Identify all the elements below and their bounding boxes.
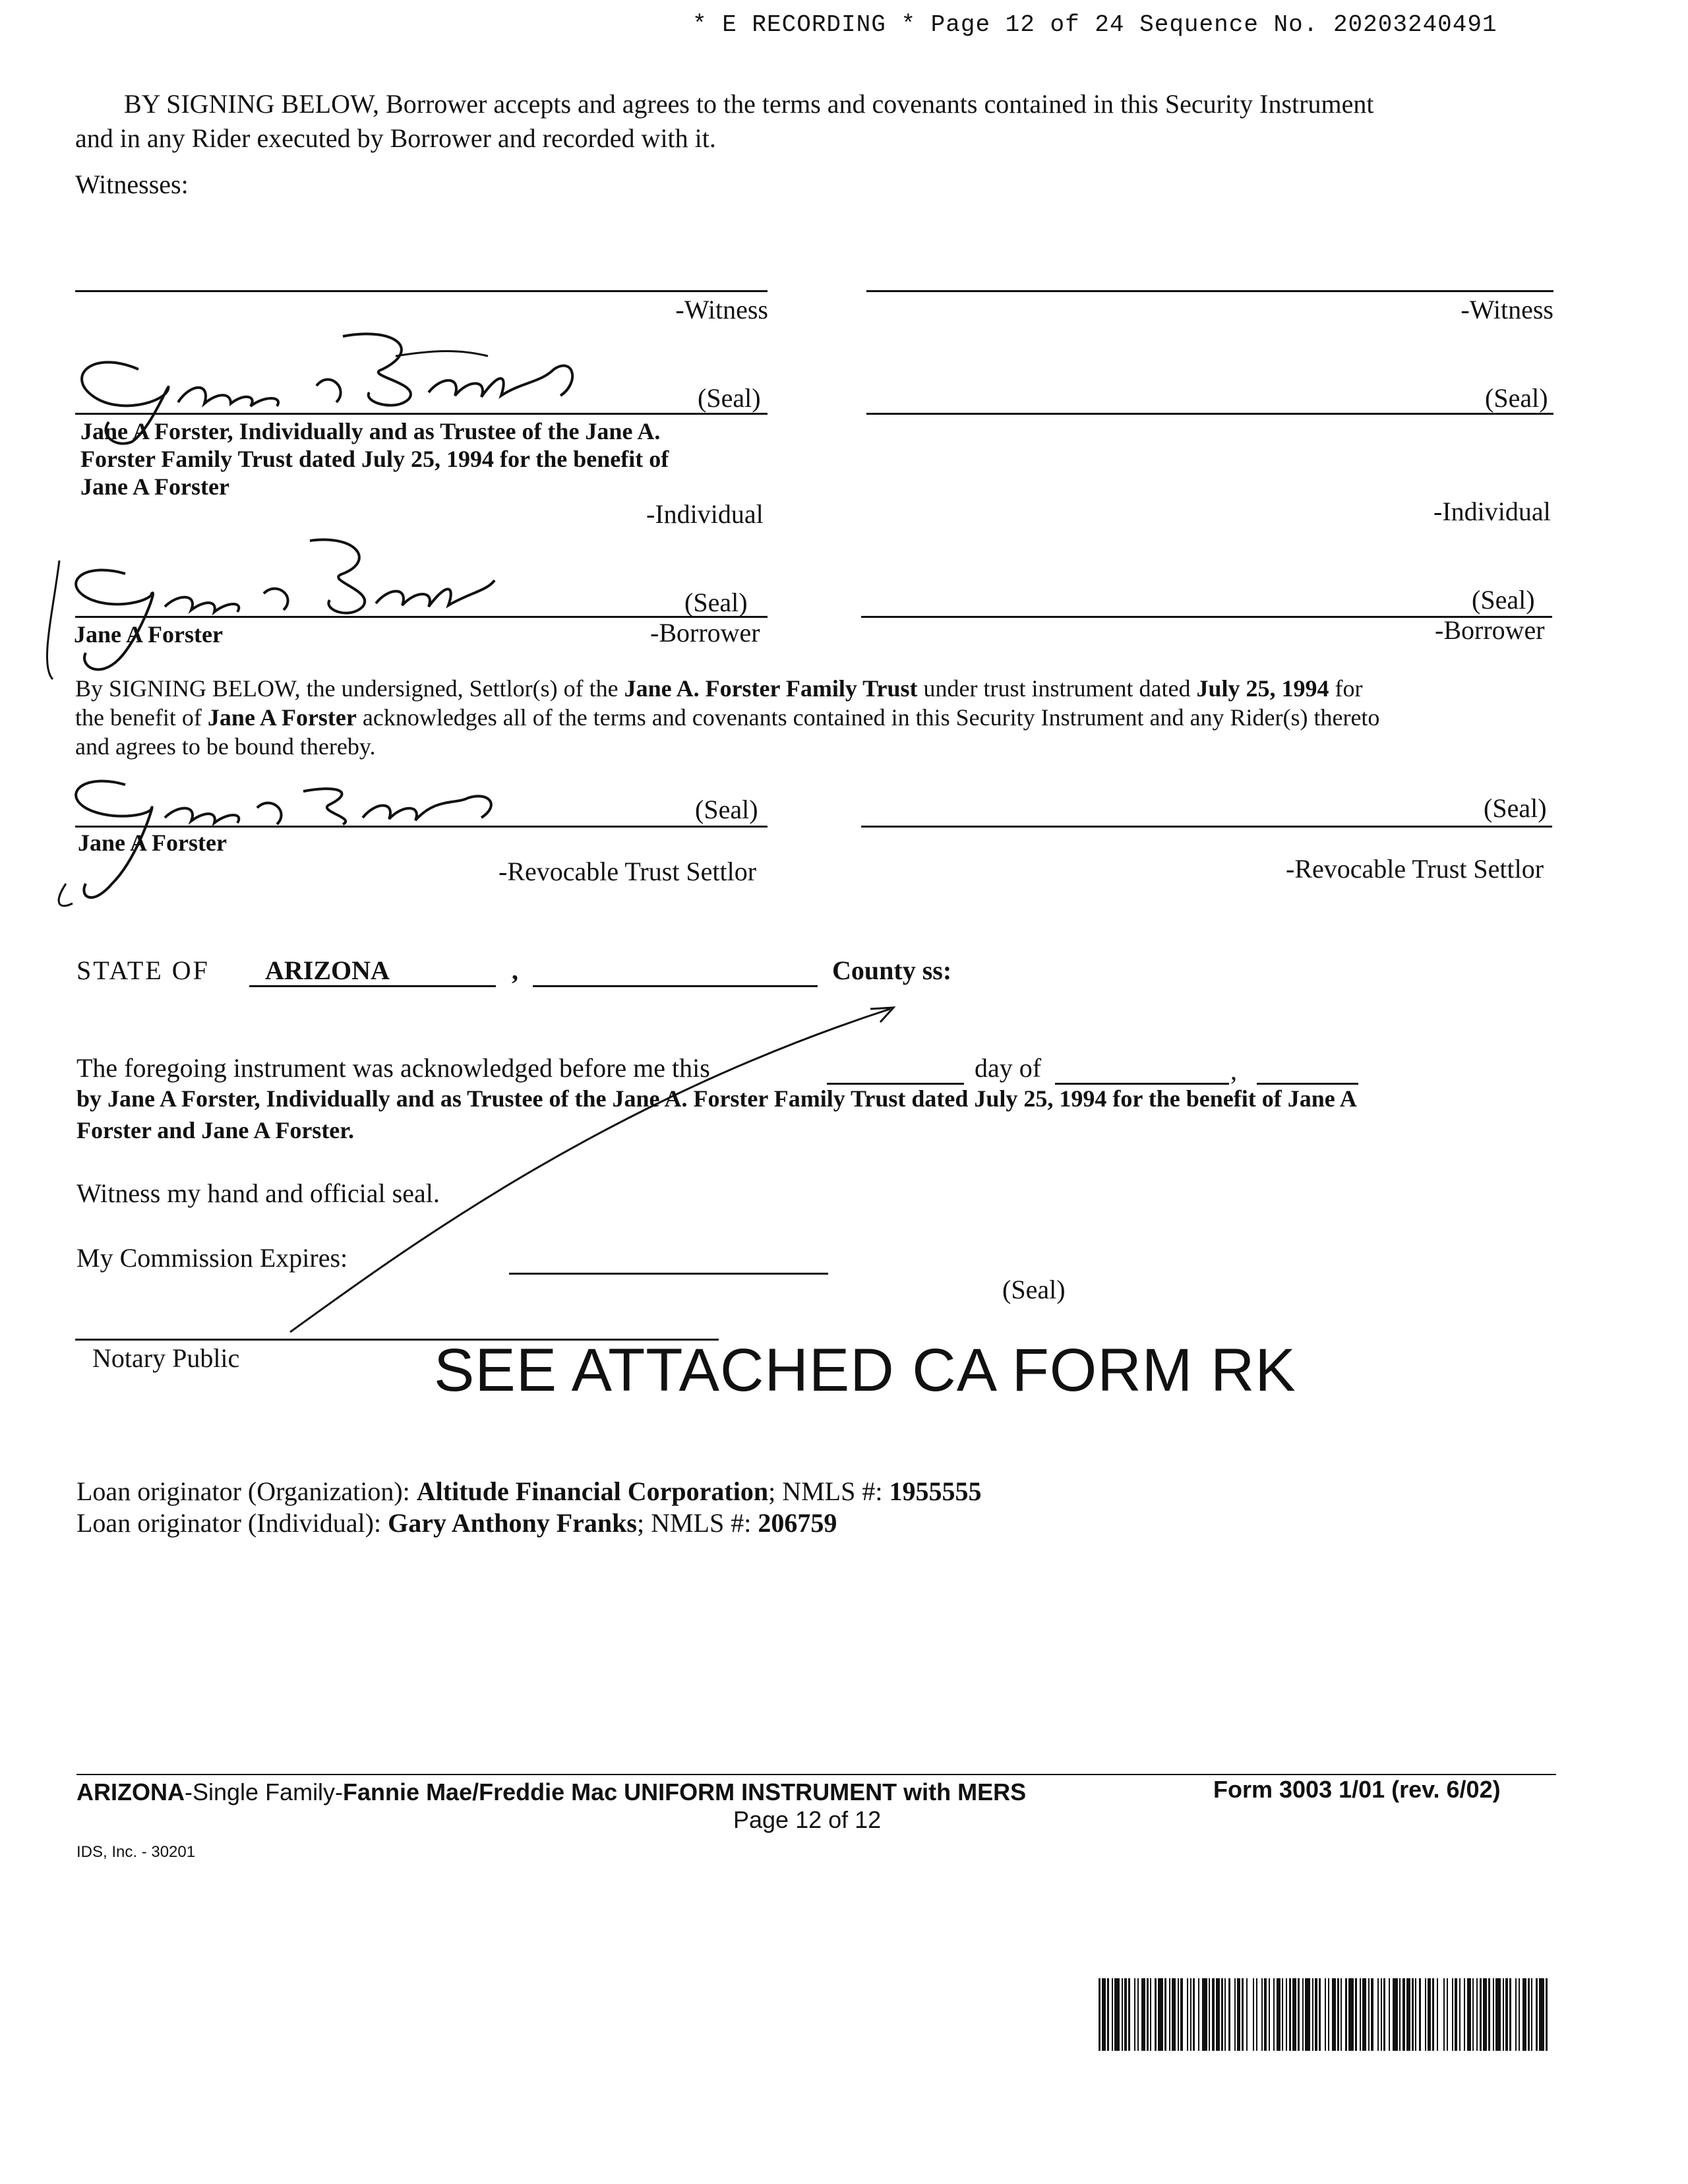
intro-line-1: BY SIGNING BELOW, Borrower accepts and agrees to the terms and covenants contained in this Security Instrument [124, 89, 1374, 119]
acknowledged-by-line-2: Forster and Jane A Forster. [76, 1117, 354, 1143]
ind-nmls: 206759 [758, 1508, 837, 1538]
seal-settlor-left: (Seal) [695, 795, 758, 824]
settlor-text-2: under trust instrument dated [917, 675, 1197, 702]
org-nmls: 1955555 [889, 1476, 982, 1506]
seal-individual-left: (Seal) [698, 383, 761, 413]
org-label: Loan originator (Organization): [76, 1476, 417, 1506]
seal-borrower-right: (Seal) [1472, 585, 1535, 615]
role-individual-left: -Individual [646, 499, 764, 529]
settlor-beneficiary: Jane A Forster [207, 704, 357, 731]
settlor-text-5: acknowledges all of the terms and covenants contained in this Security Instrument and any Rider(s) thereto [356, 704, 1380, 731]
settlor-trust-date: July 25, 1994 [1196, 675, 1329, 702]
role-settlor-left: -Revocable Trust Settlor [498, 857, 757, 886]
witnesses-label: Witnesses: [75, 169, 189, 199]
state-of-label: STATE OF [76, 956, 210, 985]
settlor-text-3: for [1329, 675, 1363, 702]
footer-state: ARIZONA [76, 1778, 185, 1805]
seal-borrower-left: (Seal) [684, 588, 748, 617]
ind-nmls-label: ; NMLS #: [636, 1508, 758, 1538]
role-borrower-right: -Borrower [1435, 615, 1545, 645]
settlor-paragraph-line-3: and agrees to be bound thereby. [75, 733, 376, 760]
footer-form-number: Form 3003 1/01 (rev. 6/02) [1213, 1776, 1501, 1803]
seal-settlor-right: (Seal) [1484, 793, 1547, 823]
witness-label-right: -Witness [1461, 295, 1553, 324]
strike-through-line [277, 996, 910, 1339]
org-nmls-label: ; NMLS #: [768, 1476, 889, 1506]
footer-page-number: Page 12 of 12 [733, 1806, 882, 1833]
commission-expires-label: My Commission Expires: [76, 1243, 348, 1273]
loan-originator-individual [76, 1507, 837, 1539]
settlor-text-1: By SIGNING BELOW, the undersigned, Settlor(s) of the [75, 675, 624, 702]
settlor-name: Jane A Forster [78, 830, 227, 856]
seal-individual-right: (Seal) [1485, 383, 1548, 413]
individual-name-line-1: Jane A Forster, Individually and as Trustee of the Jane A. [80, 418, 661, 444]
acknowledgment-text: The foregoing instrument was acknowledged before me this [76, 1053, 710, 1083]
settlor-paragraph-line-1 [75, 674, 1559, 703]
witness-line-left [75, 290, 768, 292]
day-of-label: day of [975, 1053, 1042, 1083]
recording-header: * E RECORDING * Page 12 of 24 Sequence No. 20203240491 [692, 11, 1497, 38]
loan-originator-org [76, 1476, 981, 1507]
borrower-name: Jane A Forster [74, 621, 223, 648]
settlor-trust-name: Jane A. Forster Family Trust [624, 675, 918, 702]
ind-name: Gary Anthony Franks [388, 1508, 637, 1538]
state-value: ARIZONA [265, 956, 390, 985]
county-label: County ss: [832, 956, 952, 985]
attached-form-stamp: SEE ATTACHED CA FORM RK [434, 1337, 1296, 1404]
footer-ids: IDS, Inc. - 30201 [76, 1843, 196, 1861]
footer-form-title [76, 1778, 1026, 1807]
notary-seal-label: (Seal) [1002, 1275, 1066, 1304]
role-settlor-right: -Revocable Trust Settlor [1286, 854, 1544, 884]
document-barcode [1099, 1978, 1553, 2051]
individual-signature-line-right [866, 413, 1553, 415]
witness-hand-text: Witness my hand and official seal. [76, 1178, 440, 1208]
witness-line-right [866, 290, 1553, 292]
county-blank-line [533, 985, 818, 987]
org-name: Altitude Financial Corporation [416, 1476, 769, 1506]
state-underline [249, 985, 496, 987]
settlor-text-4: the benefit of [75, 704, 208, 731]
date-comma: , [1230, 1056, 1237, 1085]
footer-uniform: Fannie Mae/Freddie Mac UNIFORM INSTRUMENT with MERS [343, 1778, 1027, 1805]
individual-name-line-3: Jane A Forster [80, 473, 229, 500]
footer-single-family: -Single Family- [185, 1778, 344, 1805]
acknowledged-by-line-1: by Jane A Forster, Individually and as Trustee of the Jane A. Forster Family Trust dated July 25, 1994 for the benefit of Jane A [76, 1085, 1357, 1112]
role-individual-right: -Individual [1433, 497, 1551, 526]
intro-line-2: and in any Rider executed by Borrower and recorded with it. [75, 123, 716, 153]
state-comma: , [512, 956, 518, 985]
ind-label: Loan originator (Individual): [76, 1508, 388, 1538]
notary-public-label: Notary Public [92, 1343, 240, 1373]
settlor-paragraph-line-2 [75, 703, 1559, 732]
individual-name-line-2: Forster Family Trust dated July 25, 1994 for the benefit of [80, 446, 669, 472]
settlor-signature-line-right [861, 826, 1552, 828]
witness-label-left: -Witness [675, 295, 768, 324]
role-borrower-left: -Borrower [650, 618, 760, 648]
